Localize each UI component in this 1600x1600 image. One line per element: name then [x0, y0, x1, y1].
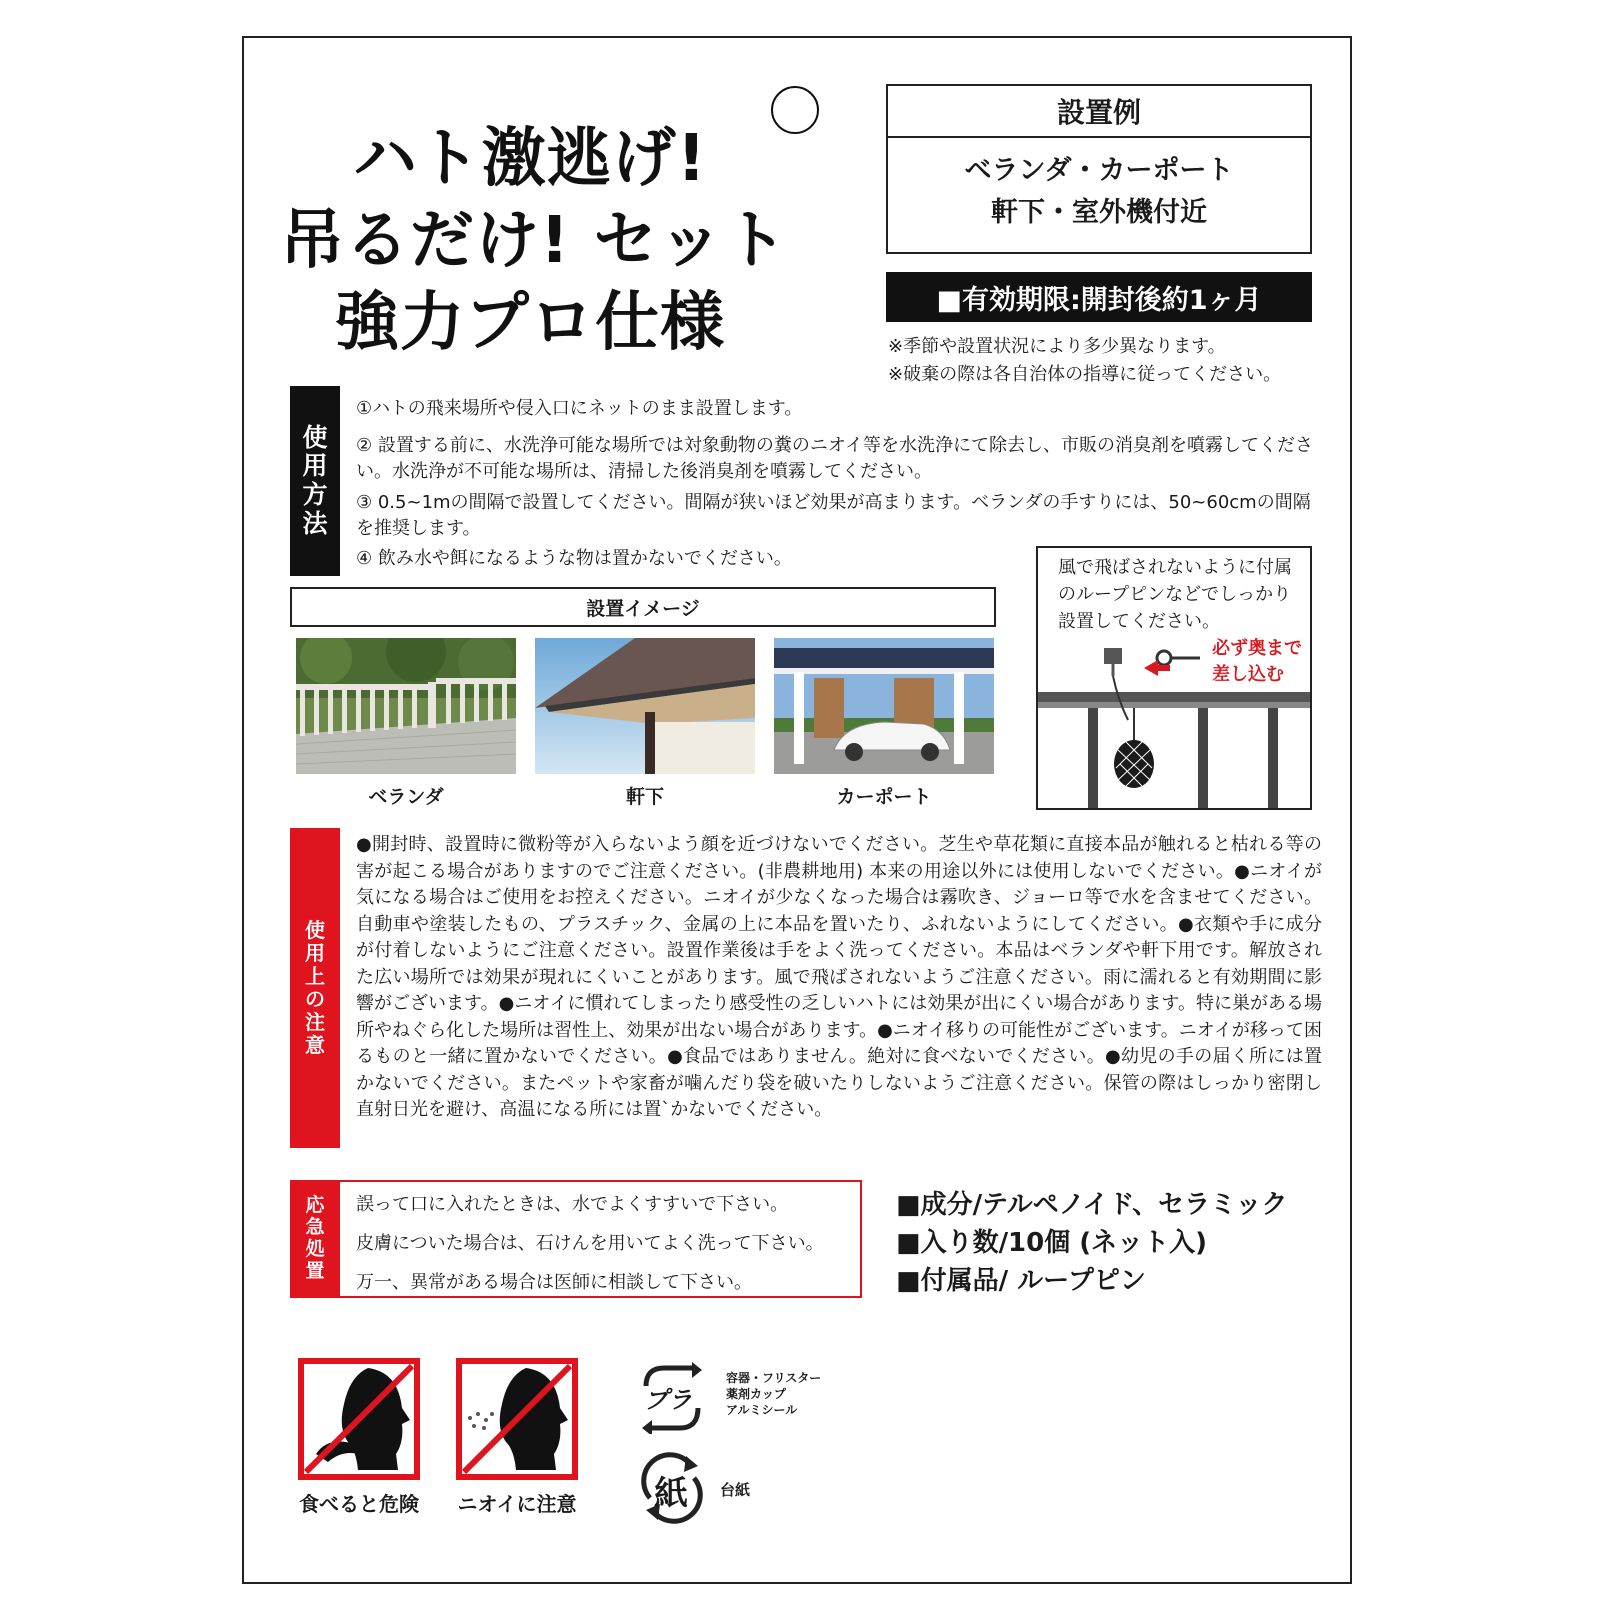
installation-example-line: ベランダ・カーポート: [964, 155, 1234, 186]
photo-caption: 軒下: [625, 786, 664, 808]
title-line-1: ハト激逃げ!: [353, 122, 707, 196]
spec-line: ■成分/テルペノイド、セラミック: [896, 1190, 1288, 1220]
loop-pin-illustration: [1038, 640, 1310, 812]
expiry-banner: ■有効期限:開封後約1ヶ月: [886, 272, 1312, 322]
installation-example-body: [888, 138, 1310, 234]
usage-step: ③ 0.5~1mの間隔で設置してください。間隔が狭いほど効果が高まります。ベランダの手すりには、50~60cmの間隔を推奨します。: [356, 492, 1311, 539]
paper-recycle-icon: [636, 1452, 708, 1524]
installation-example-heading: 設置例: [888, 86, 1310, 138]
install-image-heading: 設置イメージ: [290, 587, 996, 627]
emergency-tab-char: 急: [305, 1216, 325, 1239]
emergency-tab-char: 置: [305, 1259, 325, 1282]
installation-example-box: [886, 84, 1312, 254]
title-line-2: 吊るだけ! セット: [280, 204, 789, 278]
hint-red-line: 必ず奥まで: [1212, 638, 1302, 659]
emergency-line: 誤って口に入れたときは、水でよくすすいで下さい。: [356, 1194, 789, 1215]
usage-tab-char: 用: [302, 451, 328, 481]
paper-label: 紙: [654, 1474, 688, 1514]
veranda-photo: [296, 638, 516, 774]
smell-warning-icon: [456, 1358, 578, 1480]
product-title: [280, 118, 789, 364]
usage-tab-char: 使: [302, 422, 328, 452]
caution-tab-char: の: [305, 987, 325, 1011]
caution-tab-char: 使: [305, 918, 325, 942]
usage-tab-char: 法: [302, 508, 328, 538]
installation-example-line: 軒下・室外機付近: [991, 197, 1207, 228]
eaves-photo: [535, 638, 755, 774]
plastic-label: プラ: [644, 1386, 692, 1414]
warning-caption: ニオイに注意: [457, 1492, 577, 1516]
note-line: ※破棄の際は各自治体の指導に従ってください。: [888, 364, 1282, 385]
caution-tab-char: 意: [305, 1033, 325, 1057]
emergency-line: 皮膚についた場合は、石けんを用いてよく洗って下さい。: [356, 1233, 824, 1254]
warning-caption: 食べると危険: [299, 1492, 419, 1516]
usage-tab: [290, 386, 340, 576]
emergency-tab-char: 応: [305, 1194, 325, 1217]
note-line: ※季節や設置状況により多少異なります。: [888, 336, 1226, 357]
emergency-line: 万一、異常がある場合は医師に相談して下さい。: [356, 1272, 752, 1293]
emergency-tab: [290, 1180, 340, 1298]
caution-text: ●開封時、設置時に微粉等が入らないよう顔を近づけないでください。芝生や草花類に直接本品が触れると枯れる等の害が起こる場合がありますのでご注意ください。(非農耕地用) 本来の用途以外には使用しないでください。●ニオイが気になる場合はご使用をお控えください。ニオイが少なくなった場合は霧吹き、ジョーロ等で水を含ませてください。自動車や塗装したもの、プラスチック、金属の上に本品を置いたり、ふれないようにしてください。●衣類や手に成分が付着しないようにご注意ください。設置作業後は手をよく洗ってください。本品はベランダや軒下用です。解放された広い場所では効果が現れにくいことがあります。風で飛ばされないようご注意ください。雨に濡れると有効期間に影響がございます。●ニオイに慣れてしまったり感受性の乏しいハトには効果が出にくい場合があります。特に巣がある場所やねぐら化した場所は習性上、効果が出ない場合があります。●ニオイ移りの可能性がございます。ニオイが移って困るものと一緒に置かないでください。●食品ではありません。絶対に食べないでください。●幼児の手の届く所には置かないでください。またペットや家畜が噛んだり袋を破いたりしないようご注意ください。保管の際はしっかり密閉し直射日光を避け、高温になる所には置`かないでください。: [356, 834, 1322, 1120]
plastic-items: [726, 1370, 821, 1418]
hint-red-line: 差し込む: [1212, 664, 1284, 685]
plastic-item: アルミシール: [726, 1403, 798, 1417]
caution-tab-char: 上: [305, 964, 325, 988]
do-not-eat-icon: [298, 1358, 420, 1480]
plastic-item: 薬剤カップ: [726, 1387, 786, 1401]
usage-step: ④ 飲み水や餌になるような物は置かないでください。: [356, 548, 792, 569]
hint-text: 風で飛ばされないように付属のループピンなどでしっかり設置してください。: [1058, 557, 1292, 632]
plastic-recycle-icon: [636, 1362, 708, 1434]
photo-caption: カーポート: [836, 786, 932, 808]
carport-photo: [774, 638, 994, 774]
caution-tab: [290, 828, 340, 1148]
emergency-tab-char: 処: [305, 1238, 325, 1260]
caution-tab-char: 用: [305, 941, 325, 965]
usage-step: ①ハトの飛来場所や侵入口にネットのまま設置します。: [356, 398, 803, 419]
spec-line: ■付属品/ ループピン: [896, 1266, 1146, 1296]
spec-line: ■入り数/10個 (ネット入): [896, 1228, 1208, 1258]
plastic-item: 容器・フリスター: [726, 1371, 822, 1385]
paper-item: 台紙: [720, 1481, 751, 1499]
title-line-3: 強力プロ仕様: [335, 286, 725, 360]
usage-tab-char: 方: [302, 480, 328, 509]
caution-tab-char: 注: [305, 1010, 325, 1034]
usage-step: ② 設置する前に、水洗浄可能な場所では対象動物の糞のニオイ等を水洗浄にて除去し、市販の消臭剤を噴霧してください。水洗浄が不可能な場所は、清掃した後消臭剤を噴霧してください。: [356, 435, 1313, 482]
photo-caption: ベランダ: [368, 786, 444, 808]
